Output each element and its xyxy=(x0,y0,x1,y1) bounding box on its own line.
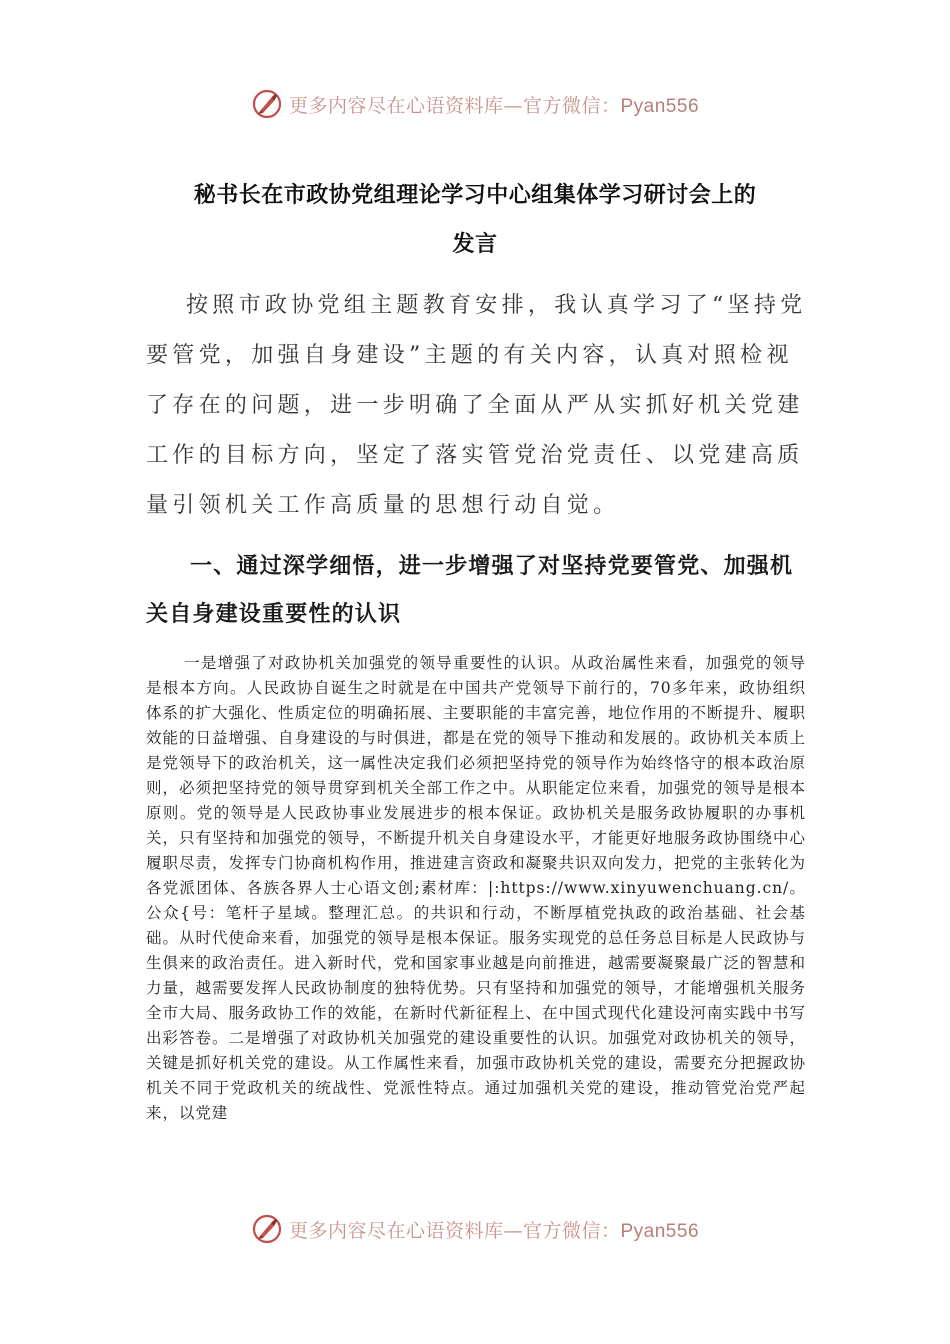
pen-nib-logo-icon xyxy=(251,88,283,120)
section-heading: 一、通过深学细悟，进一步增强了对坚持党要管党、加强机关自身建设重要性的认识 xyxy=(146,554,794,627)
watermark-banner-top xyxy=(0,84,950,124)
watermark-text: 更多内容尽在心语资料库—官方微信：Pyan556 xyxy=(288,94,700,117)
pen-nib-logo-icon xyxy=(251,1213,283,1245)
document-title-line2: 发言 xyxy=(452,232,498,257)
section-body-paragraph: 一是增强了对政协机关加强党的领导重要性的认识。从政治属性来看，加强党的领导是根本方向。人民政协自诞生之时就是在中国共产党领导下前行的，70多年来，政协组织体系的扩大强化、性质定位的明确拓展、主要职能的丰富完善，地位作用的不断提升、履职效能的日益增强、自身建设的与时俱进，都是在党的领导下推动和发展的。政协机关本质上是党领导下的政治机关，这一属性决定我们必须把坚持党的领导作为始终恪守的根本政治原则，必须把坚持党的领导贯穿到机关全部工作之中。从职能定位来看，加强党的领导是根本原则。党的领导是人民政协事业发展进步的根本保证。政协机关是服务政协履职的办事机关，只有坚持和加强党的领导，不断提升机关自身建设水平，才能更好地服务政协围绕中心履职尽责，发挥专门协商机构作用，推进建言资政和凝聚共识双向发力，把党的主张转化为各党派团体、各族各界人士心语文创;素材库：|:https://www.xinyuwenchuang.cn/。公众{号：笔杆子星域。整理汇总。的共识和行动，不断厚植党执政的政治基础、社会基础。从时代使命来看，加强党的领导是根本保证。服务实现党的总任务总目标是人民政协与生俱来的政治责任。进入新时代，党和国家事业越是向前推进，越需要凝聚最广泛的智慧和力量，越需要发挥人民政协制度的独特优势。只有坚持和加强党的领导，才能增强机关服务全市大局、服务政协工作的效能，在新时代新征程上、在中国式现代化建设河南实践中书写出彩答卷。二是增强了对政协机关加强党的建设重要性的认识。加强党对政协机关的领导，关键是抓好机关党的建设。从工作属性来看，加强市政协机关党的建设，需要充分把握政协机关不同于党政机关的统战性、党派性特点。通过加强机关党的建设，推动管党治党严起来，以党建 xyxy=(146,654,806,1122)
document-title-line1: 秘书长在市政协党组理论学习中心组集体学习研讨会上的 xyxy=(193,183,757,208)
wechat-id: Pyan556 xyxy=(620,1220,700,1242)
watermark-banner-bottom xyxy=(0,1209,950,1249)
wechat-id: Pyan556 xyxy=(620,95,700,117)
intro-paragraph: 按照市政协党组主题教育安排，我认真学习了“坚持党要管党，加强自身建设”主题的有关内容，认真对照检视了存在的问题，进一步明确了全面从严从实抓好机关党建工作的目标方向，坚定了落实管党治党责任、以党建高质量引领机关工作高质量的思想行动自觉。 xyxy=(146,293,807,518)
watermark-text: 更多内容尽在心语资料库—官方微信：Pyan556 xyxy=(288,1219,700,1242)
